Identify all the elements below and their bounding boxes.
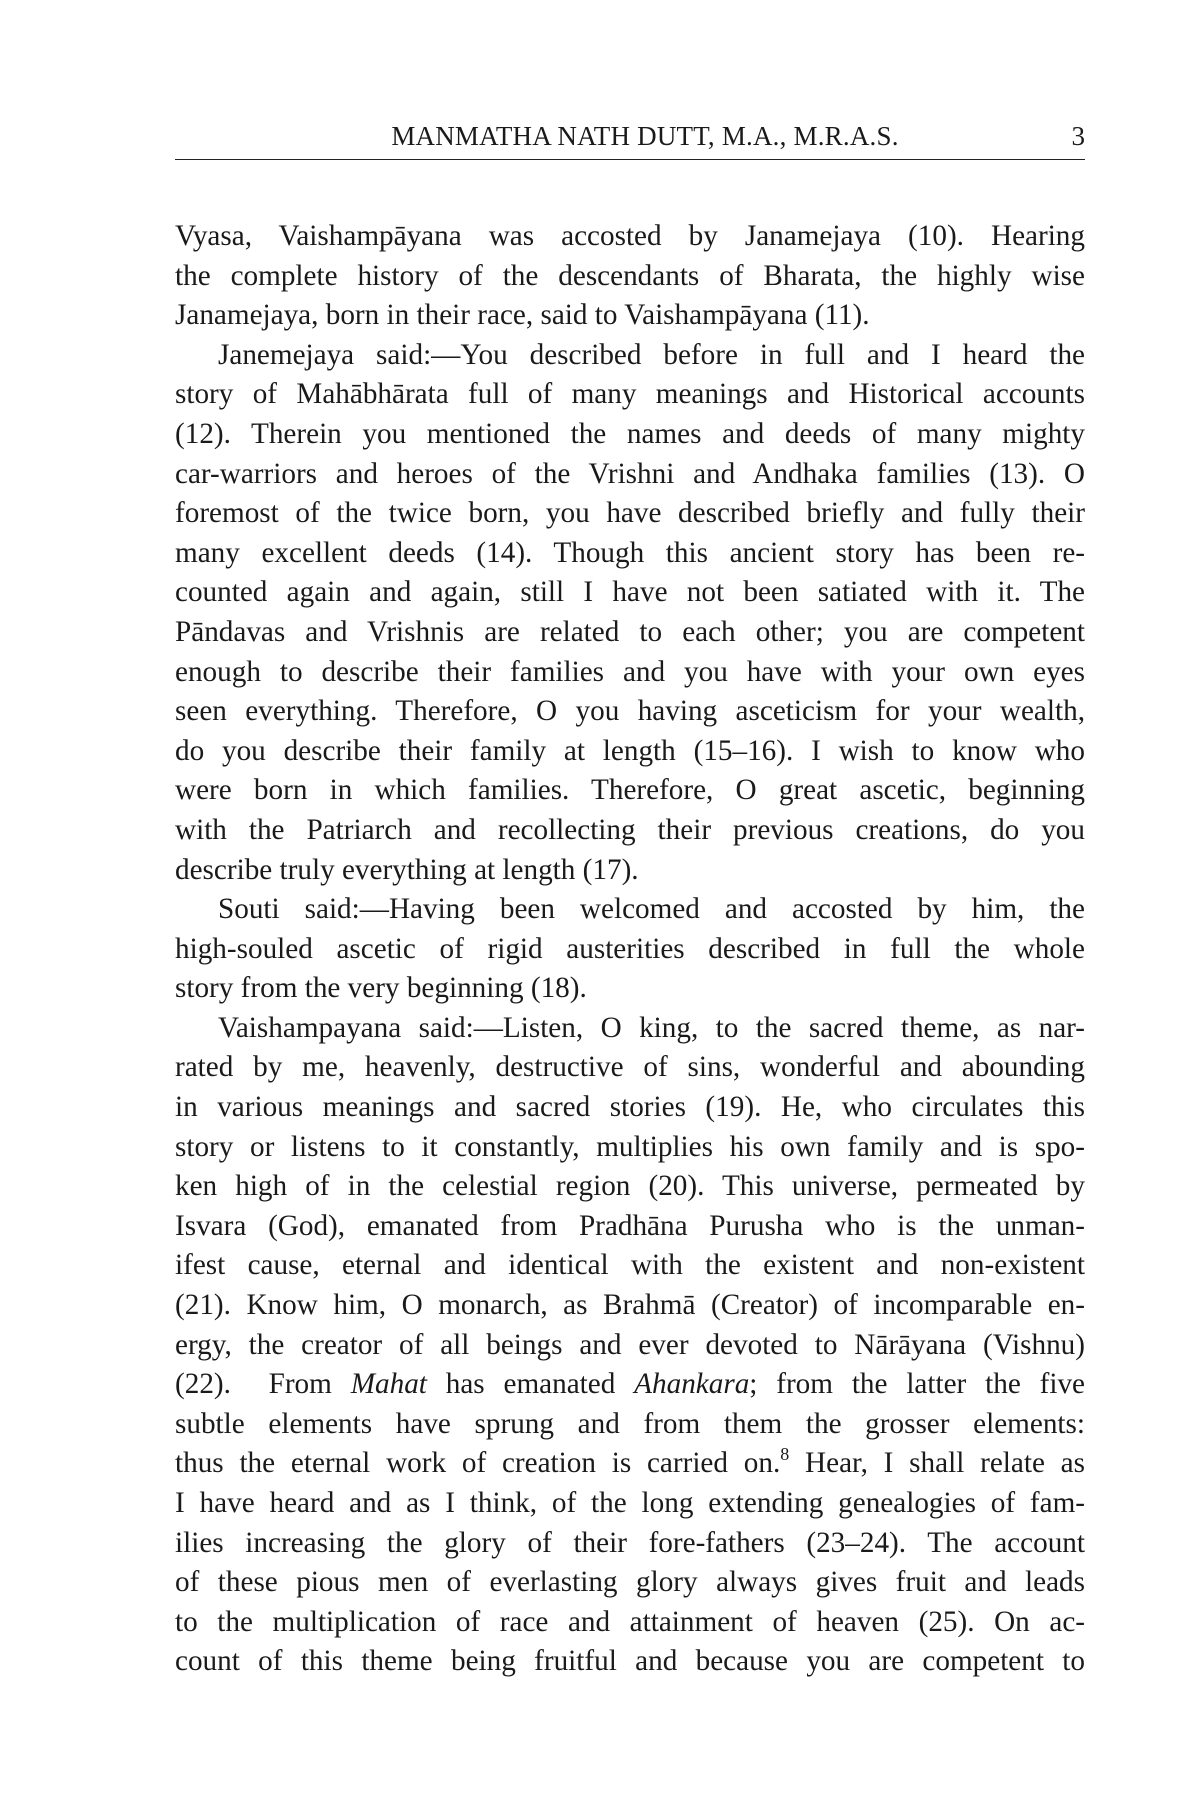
text-line: do you describe their family at length (15–16). I wish to know who xyxy=(175,734,1085,767)
text-line: (12). Therein you mentioned the names and deeds of many mighty xyxy=(175,417,1085,450)
header-rule xyxy=(175,159,1085,160)
text-line: ifest cause, eternal and identical with the existent and non-existent xyxy=(175,1249,1085,1282)
text-line: Vyasa, Vaishampāyana was accosted by Janamejaya (10). Hearing xyxy=(175,220,1085,252)
paragraph-start-line: Janemejaya said:—You described before in full and I heard the xyxy=(218,338,1085,371)
text-line: in various meanings and sacred stories (19). He, who circulates this xyxy=(175,1091,1085,1124)
text-line: car-warriors and heroes of the Vrishni and Andhaka families (13). O xyxy=(175,457,1085,490)
italic-term-ahankara: Ahankara xyxy=(634,1368,750,1401)
text-line: I have heard and as I think, of the long extending genealogies of fam- xyxy=(175,1487,1085,1519)
italic-term-mahat: Mahat xyxy=(350,1368,427,1401)
text-line: story from the very beginning (18). xyxy=(175,972,587,1005)
body-text xyxy=(175,217,1085,1682)
text-line: were born in which families. Therefore, O great ascetic, beginning xyxy=(175,774,1085,807)
text-line: the complete history of the descendants of Bharata, the highly wise xyxy=(175,259,1085,292)
text-line: ergy, the creator of all beings and ever devoted to Nārāyana (Vishnu) xyxy=(175,1328,1085,1361)
running-head-title: MANMATHA NATH DUTT, M.A., M.R.A.S. xyxy=(391,121,899,151)
text-line: with the Patriarch and recollecting their previous creations, do you xyxy=(175,813,1085,846)
text-line: high-souled ascetic of rigid austerities described in full the whole xyxy=(175,932,1085,965)
text-line: Pāndavas and Vrishnis are related to each other; you are competent xyxy=(175,615,1085,648)
paragraph-start-line: Souti said:—Having been welcomed and accosted by him, the xyxy=(218,893,1085,926)
text-line: story or listens to it constantly, multiplies his own family and is spo- xyxy=(175,1130,1085,1163)
text-line: rated by me, heavenly, destructive of sins, wonderful and abounding xyxy=(175,1051,1085,1084)
text-line: to the multiplication of race and attainment of heaven (25). On ac- xyxy=(175,1605,1085,1638)
text-line: Isvara (God), emanated from Pradhāna Purusha who is the unman- xyxy=(175,1209,1085,1242)
text-line: foremost of the twice born, you have described briefly and fully their xyxy=(175,497,1085,530)
text-run: thus the eternal work of creation is carried on. xyxy=(175,1447,781,1480)
text-line: Janamejaya, born in their race, said to Vaishampāyana (11). xyxy=(175,299,870,332)
text-line: of these pious men of everlasting glory always gives fruit and leads xyxy=(175,1566,1085,1599)
text-run: (22). From xyxy=(175,1368,351,1401)
text-line: (21). Know him, O monarch, as Brahmā (Creator) of incomparable en- xyxy=(175,1289,1085,1322)
text-line-with-footnote xyxy=(175,1444,1085,1484)
text-run: has emanated xyxy=(426,1368,635,1401)
text-line: ilies increasing the glory of their fore-fathers (23–24). The account xyxy=(175,1526,1085,1559)
text-line: counted again and again, still I have not been satiated with it. The xyxy=(175,576,1085,609)
text-run: Hear, I shall relate as xyxy=(789,1447,1085,1480)
text-line: count of this theme being fruitful and because you are competent to xyxy=(175,1645,1085,1678)
paragraph-start-line: Vaishampayana said:—Listen, O king, to the sacred theme, as nar- xyxy=(218,1011,1085,1044)
text-run: ; from the latter the five xyxy=(749,1368,1085,1401)
running-head xyxy=(175,118,1085,154)
text-line: subtle elements have sprung and from them the grosser elements: xyxy=(175,1407,1085,1440)
text-line: story of Mahābhārata full of many meanings and Historical accounts xyxy=(175,378,1085,411)
page-number: 3 xyxy=(1071,121,1085,151)
text-line: ken high of in the celestial region (20). This universe, permeated by xyxy=(175,1170,1085,1203)
text-line: enough to describe their families and you have with your own eyes xyxy=(175,655,1085,688)
text-line: describe truly everything at length (17). xyxy=(175,853,639,886)
footnote-reference[interactable]: 8 xyxy=(780,1444,790,1465)
text-line: many excellent deeds (14). Though this ancient story has been re- xyxy=(175,536,1085,569)
text-line: seen everything. Therefore, O you having asceticism for your wealth, xyxy=(175,695,1085,728)
text-line-with-italics xyxy=(175,1365,1085,1405)
